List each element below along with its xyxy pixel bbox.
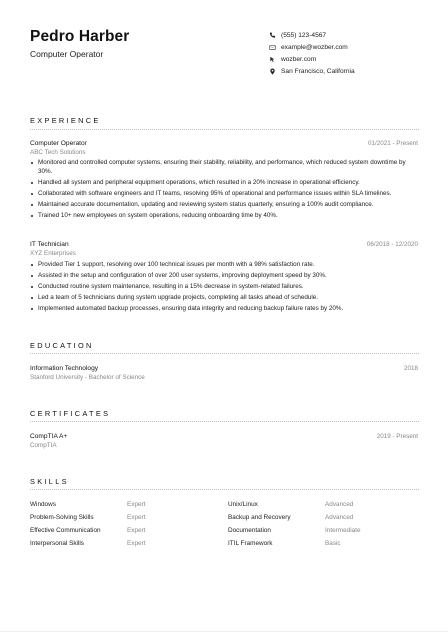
skill-level: Expert — [127, 540, 146, 547]
contact-list — [268, 29, 355, 78]
education-year: 2018 — [403, 365, 418, 372]
certificate-issuer: CompTIA — [30, 442, 57, 449]
certificate-name: CompTIA A+ — [30, 433, 68, 440]
skills-table — [30, 501, 419, 553]
contact-website-text[interactable]: wozber.com — [281, 55, 317, 63]
list-item: Provided Tier 1 support, resolving over 100 technical issues per month with a 98% satisfaction rate. — [30, 261, 415, 270]
certificate-dates: 2019 - Present — [376, 433, 418, 440]
skill-level: Intermediate — [325, 527, 361, 534]
skill-level: Advanced — [325, 501, 354, 508]
education-heading: EDUCATION — [30, 341, 94, 350]
skill-name: Problem-Solving Skills — [30, 514, 94, 521]
page-bottom-divider — [0, 631, 448, 632]
contact-location-text: San Francisco, California — [281, 68, 355, 76]
certificates-heading: CERTIFICATES — [30, 409, 111, 418]
job-dates-1: 01/2021 - Present — [367, 140, 418, 147]
table-row — [30, 514, 419, 527]
skill-name: Interpersonal Skills — [30, 540, 84, 547]
contact-location — [268, 66, 355, 78]
location-icon — [268, 68, 276, 76]
certificates-divider — [30, 421, 419, 422]
job-company-1: ABC Tech Solutions — [30, 149, 86, 156]
skills-divider — [30, 489, 419, 490]
job-bullets-2 — [30, 261, 415, 316]
candidate-name: Pedro Harber — [30, 28, 130, 45]
list-item: Maintained accurate documentation, updating and reviewing system status quarterly, ensuring a 100% audit compliance. — [30, 201, 415, 210]
email-icon — [268, 43, 276, 51]
list-item: Handled all system and peripheral equipment operations, which resulted in a 20% increase in operational efficiency. — [30, 179, 415, 188]
table-row — [30, 501, 419, 514]
skill-name: Documentation — [228, 527, 271, 534]
skills-heading: SKILLS — [30, 477, 69, 486]
job-title-1: Computer Operator — [30, 140, 87, 147]
education-divider — [30, 353, 419, 354]
skill-level: Expert — [127, 501, 146, 508]
table-row — [30, 540, 419, 553]
education-degree: Information Technology — [30, 365, 99, 372]
job-company-2: XYZ Enterprises — [30, 250, 76, 257]
list-item: Collaborated with software engineers and IT teams, resolving 95% of operational and performance issues within SLA timelines. — [30, 190, 415, 199]
job-dates-2: 06/2018 - 12/2020 — [366, 241, 418, 248]
list-item: Led a team of 5 technicians during system upgrade projects, completing all tasks ahead of schedule. — [30, 294, 415, 303]
contact-phone-text: (555) 123-4567 — [281, 31, 327, 39]
contact-phone — [268, 29, 355, 41]
contact-email — [268, 41, 355, 53]
skill-name: ITIL Framework — [228, 540, 273, 547]
experience-heading: EXPERIENCE — [30, 116, 101, 125]
list-item: Trained 10+ new employees on system operations, reducing onboarding time by 40%. — [30, 212, 415, 221]
link-icon — [268, 55, 276, 63]
contact-email-text[interactable]: example@wozber.com — [281, 43, 348, 51]
skill-name: Unix/Linux — [228, 501, 258, 508]
job-title-2: IT Technician — [30, 241, 69, 248]
table-row — [30, 527, 419, 540]
skill-name: Windows — [30, 501, 56, 508]
skill-name: Backup and Recovery — [228, 514, 291, 521]
candidate-title: Computer Operator — [30, 49, 104, 59]
experience-divider — [30, 129, 419, 130]
skill-name: Effective Communication — [30, 527, 101, 534]
list-item: Assisted in the setup and configuration of over 200 user systems, improving deployment speed by 30%. — [30, 272, 415, 281]
skill-level: Basic — [325, 540, 341, 547]
phone-icon — [268, 31, 276, 39]
skill-level: Advanced — [325, 514, 354, 521]
contact-website — [268, 53, 355, 65]
skill-level: Expert — [127, 527, 146, 534]
list-item: Implemented automated backup processes, ensuring data integrity and reducing backup failure rates by 20%. — [30, 305, 415, 314]
skill-level: Expert — [127, 514, 146, 521]
job-bullets-1 — [30, 159, 415, 223]
list-item: Monitored and controlled computer systems, ensuring their stability, reliability, and performance, which reduced system downtime by 30%. — [30, 159, 415, 176]
education-school: Stanford University - Bachelor of Science — [30, 374, 145, 381]
list-item: Conducted routine system maintenance, resulting in a 15% decrease in system-related failures. — [30, 283, 415, 292]
